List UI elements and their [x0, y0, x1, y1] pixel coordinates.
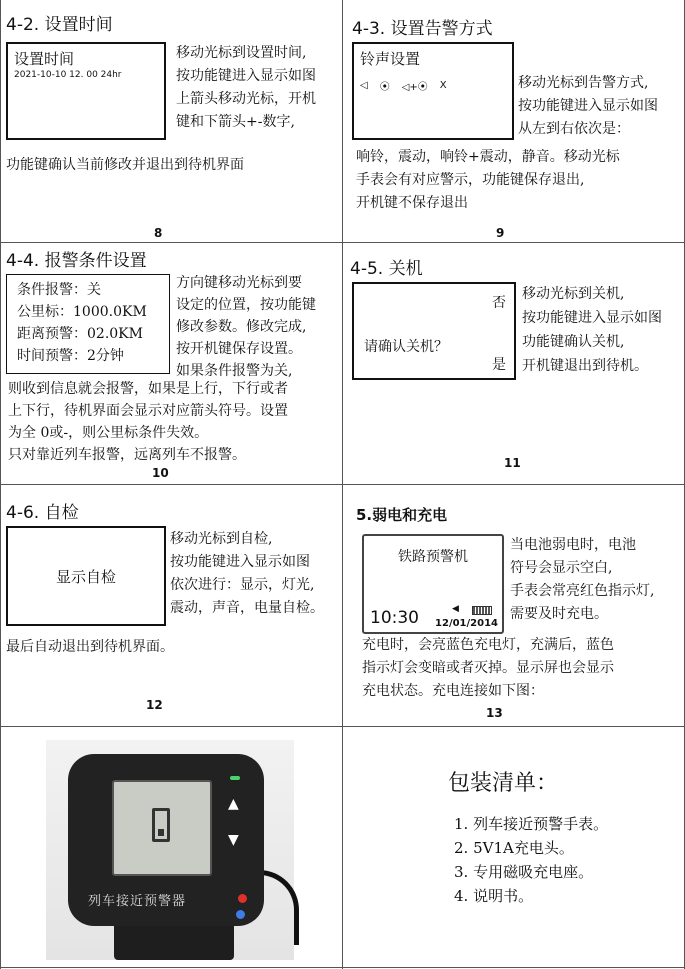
screen-title: 铃声设置	[360, 50, 421, 68]
list-item: 1. 列车接近预警手表。	[454, 815, 609, 833]
side-description	[518, 72, 658, 141]
screen-preview	[6, 526, 166, 626]
page-number: 9	[496, 226, 505, 240]
text-line: 为全 0或-，则公里标条件失效。	[8, 425, 209, 441]
text-line: 手表会有对应警示，功能键保存退出,	[356, 172, 585, 188]
text-line: 充电状态。充电连接如下图：	[362, 683, 544, 699]
red-button[interactable]	[238, 894, 247, 903]
clock-time: 10:30	[370, 608, 419, 628]
page-number: 8	[154, 226, 163, 240]
screen-preview	[352, 282, 516, 380]
option-no: 否	[492, 295, 506, 311]
blue-button[interactable]	[236, 910, 245, 919]
section-device-photo	[0, 726, 342, 968]
screen-preview	[352, 42, 514, 140]
battery-icon	[152, 808, 170, 842]
text-line: 按开机键保存设置。	[176, 341, 302, 357]
screen-date: 12/01/2014	[435, 618, 498, 629]
confirm-prompt: 请确认关机？	[364, 339, 448, 355]
ring-vibrate-icon: ◁+⦿	[401, 82, 428, 93]
text-line: 移动光标到设置时间,	[176, 45, 307, 61]
screen-title: 设置时间	[14, 50, 75, 68]
section-title: 5.弱电和充电	[356, 506, 448, 524]
section-set-time	[0, 0, 342, 242]
text-line: 充电时，会亮蓝色充电灯，充满后，蓝色	[362, 637, 614, 653]
side-description	[176, 42, 316, 134]
page-number: 11	[504, 456, 521, 470]
section-packing-list	[342, 726, 685, 968]
text-line: 响铃，震动，响铃+震动，静音。移动光标	[356, 149, 620, 165]
side-description	[510, 534, 654, 626]
text-line: 则收到信息就会报警，如果是上行，下行或者	[8, 381, 288, 397]
text-line: 按功能键进入显示如图	[522, 310, 662, 326]
text-line: 上箭头移动光标，开机	[176, 91, 316, 107]
text-line: 设定的位置，按功能键	[176, 297, 316, 313]
watch-screen	[112, 780, 212, 876]
up-arrow-icon[interactable]: ▲	[228, 796, 239, 812]
green-led	[230, 776, 240, 780]
screen-lines	[17, 279, 147, 367]
bottom-description: 功能键确认当前修改并退出到待机界面	[6, 157, 244, 173]
option-yes: 是	[492, 357, 506, 373]
text-line: 移动光标到关机,	[522, 286, 625, 302]
ring-icon: ◁	[360, 80, 368, 91]
watch-body	[68, 754, 264, 926]
text-line: 修改参数。修改完成,	[176, 319, 307, 335]
vibrate-icon: ⦿	[379, 82, 390, 93]
text-line: 方向键移动光标到要	[176, 275, 302, 291]
list-item: 2. 5V1A充电头。	[454, 839, 574, 857]
device-name: 铁路预警机	[398, 549, 468, 565]
section-title: 4-4. 报警条件设置	[6, 251, 147, 271]
text-line: 开机键退出到待机。	[522, 358, 648, 374]
screen-preview	[362, 534, 504, 634]
text-line: 依次进行：显示，灯光,	[170, 577, 315, 593]
text-line: 震动，声音，电量自检。	[170, 600, 324, 616]
text-line: 指示灯会变暗或者灭掉。显示屏也会显示	[362, 660, 614, 676]
bottom-description	[8, 378, 288, 466]
page-number: 10	[152, 466, 169, 480]
text-line: 只对靠近列车报警，远离列车不报警。	[8, 447, 246, 463]
text-line: 按功能键进入显示如图	[518, 98, 658, 114]
mute-icon: X	[439, 80, 447, 91]
bottom-description	[356, 146, 620, 215]
text-line: 功能键确认关机,	[522, 334, 625, 350]
speaker-icon: ◀	[452, 604, 459, 614]
text-line: 按功能键进入显示如图	[170, 554, 310, 570]
section-alarm-conditions	[0, 242, 342, 484]
text-line: 手表会常亮红色指示灯,	[510, 583, 655, 599]
text-line: 当电池弱电时，电池	[510, 537, 636, 553]
side-description	[176, 272, 316, 382]
section-low-battery-charging	[342, 484, 685, 726]
section-title: 4-2. 设置时间	[6, 15, 113, 35]
battery-icon	[472, 606, 492, 615]
section-self-test	[0, 484, 342, 726]
text-line: 键和下箭头+-数字,	[176, 114, 295, 130]
section-title: 4-5. 关机	[350, 259, 423, 279]
screen-preview	[6, 42, 166, 140]
section-title: 4-3. 设置告警方式	[352, 19, 493, 39]
text-line: 上下行，待机界面会显示对应箭头符号。设置	[8, 403, 288, 419]
section-shutdown	[342, 242, 685, 484]
screen-line: 时间预警：2分钟	[17, 348, 124, 364]
screen-datetime: 2021-10-10 12. 00 24hr	[14, 70, 122, 80]
bottom-description: 最后自动退出到待机界面。	[6, 639, 174, 655]
text-line: 移动光标到告警方式,	[518, 75, 649, 91]
screen-line: 距离预警：02.0KM	[17, 326, 143, 342]
screen-label: 显示自检	[55, 568, 116, 586]
screen-preview	[6, 274, 170, 374]
side-description	[170, 528, 324, 620]
section-title: 4-6. 自检	[6, 503, 79, 523]
text-line: 按功能键进入显示如图	[176, 68, 316, 84]
packing-items	[454, 812, 608, 908]
screen-line: 条件报警：关	[17, 282, 101, 298]
bottom-description	[362, 634, 614, 703]
side-description	[522, 282, 662, 378]
alarm-icons-row	[360, 78, 447, 93]
page-number: 13	[486, 706, 503, 720]
device-label: 列车接近预警器	[88, 894, 187, 909]
down-arrow-icon[interactable]: ▼	[228, 832, 239, 848]
text-line: 需要及时充电。	[510, 606, 608, 622]
page-number: 12	[146, 698, 163, 712]
packing-title: 包装清单：	[448, 771, 559, 796]
text-line: 移动光标到自检,	[170, 531, 273, 547]
text-line: 从左到右依次是：	[518, 121, 630, 137]
photo-background	[46, 740, 294, 960]
section-alarm-mode	[342, 0, 685, 242]
text-line: 如果条件报警为关,	[176, 363, 293, 379]
text-line: 开机键不保存退出	[356, 195, 468, 211]
list-item: 3. 专用磁吸充电座。	[454, 863, 594, 881]
screen-line: 公里标：1000.0KM	[17, 304, 147, 320]
list-item: 4. 说明书。	[454, 887, 534, 905]
text-line: 符号会显示空白,	[510, 560, 613, 576]
